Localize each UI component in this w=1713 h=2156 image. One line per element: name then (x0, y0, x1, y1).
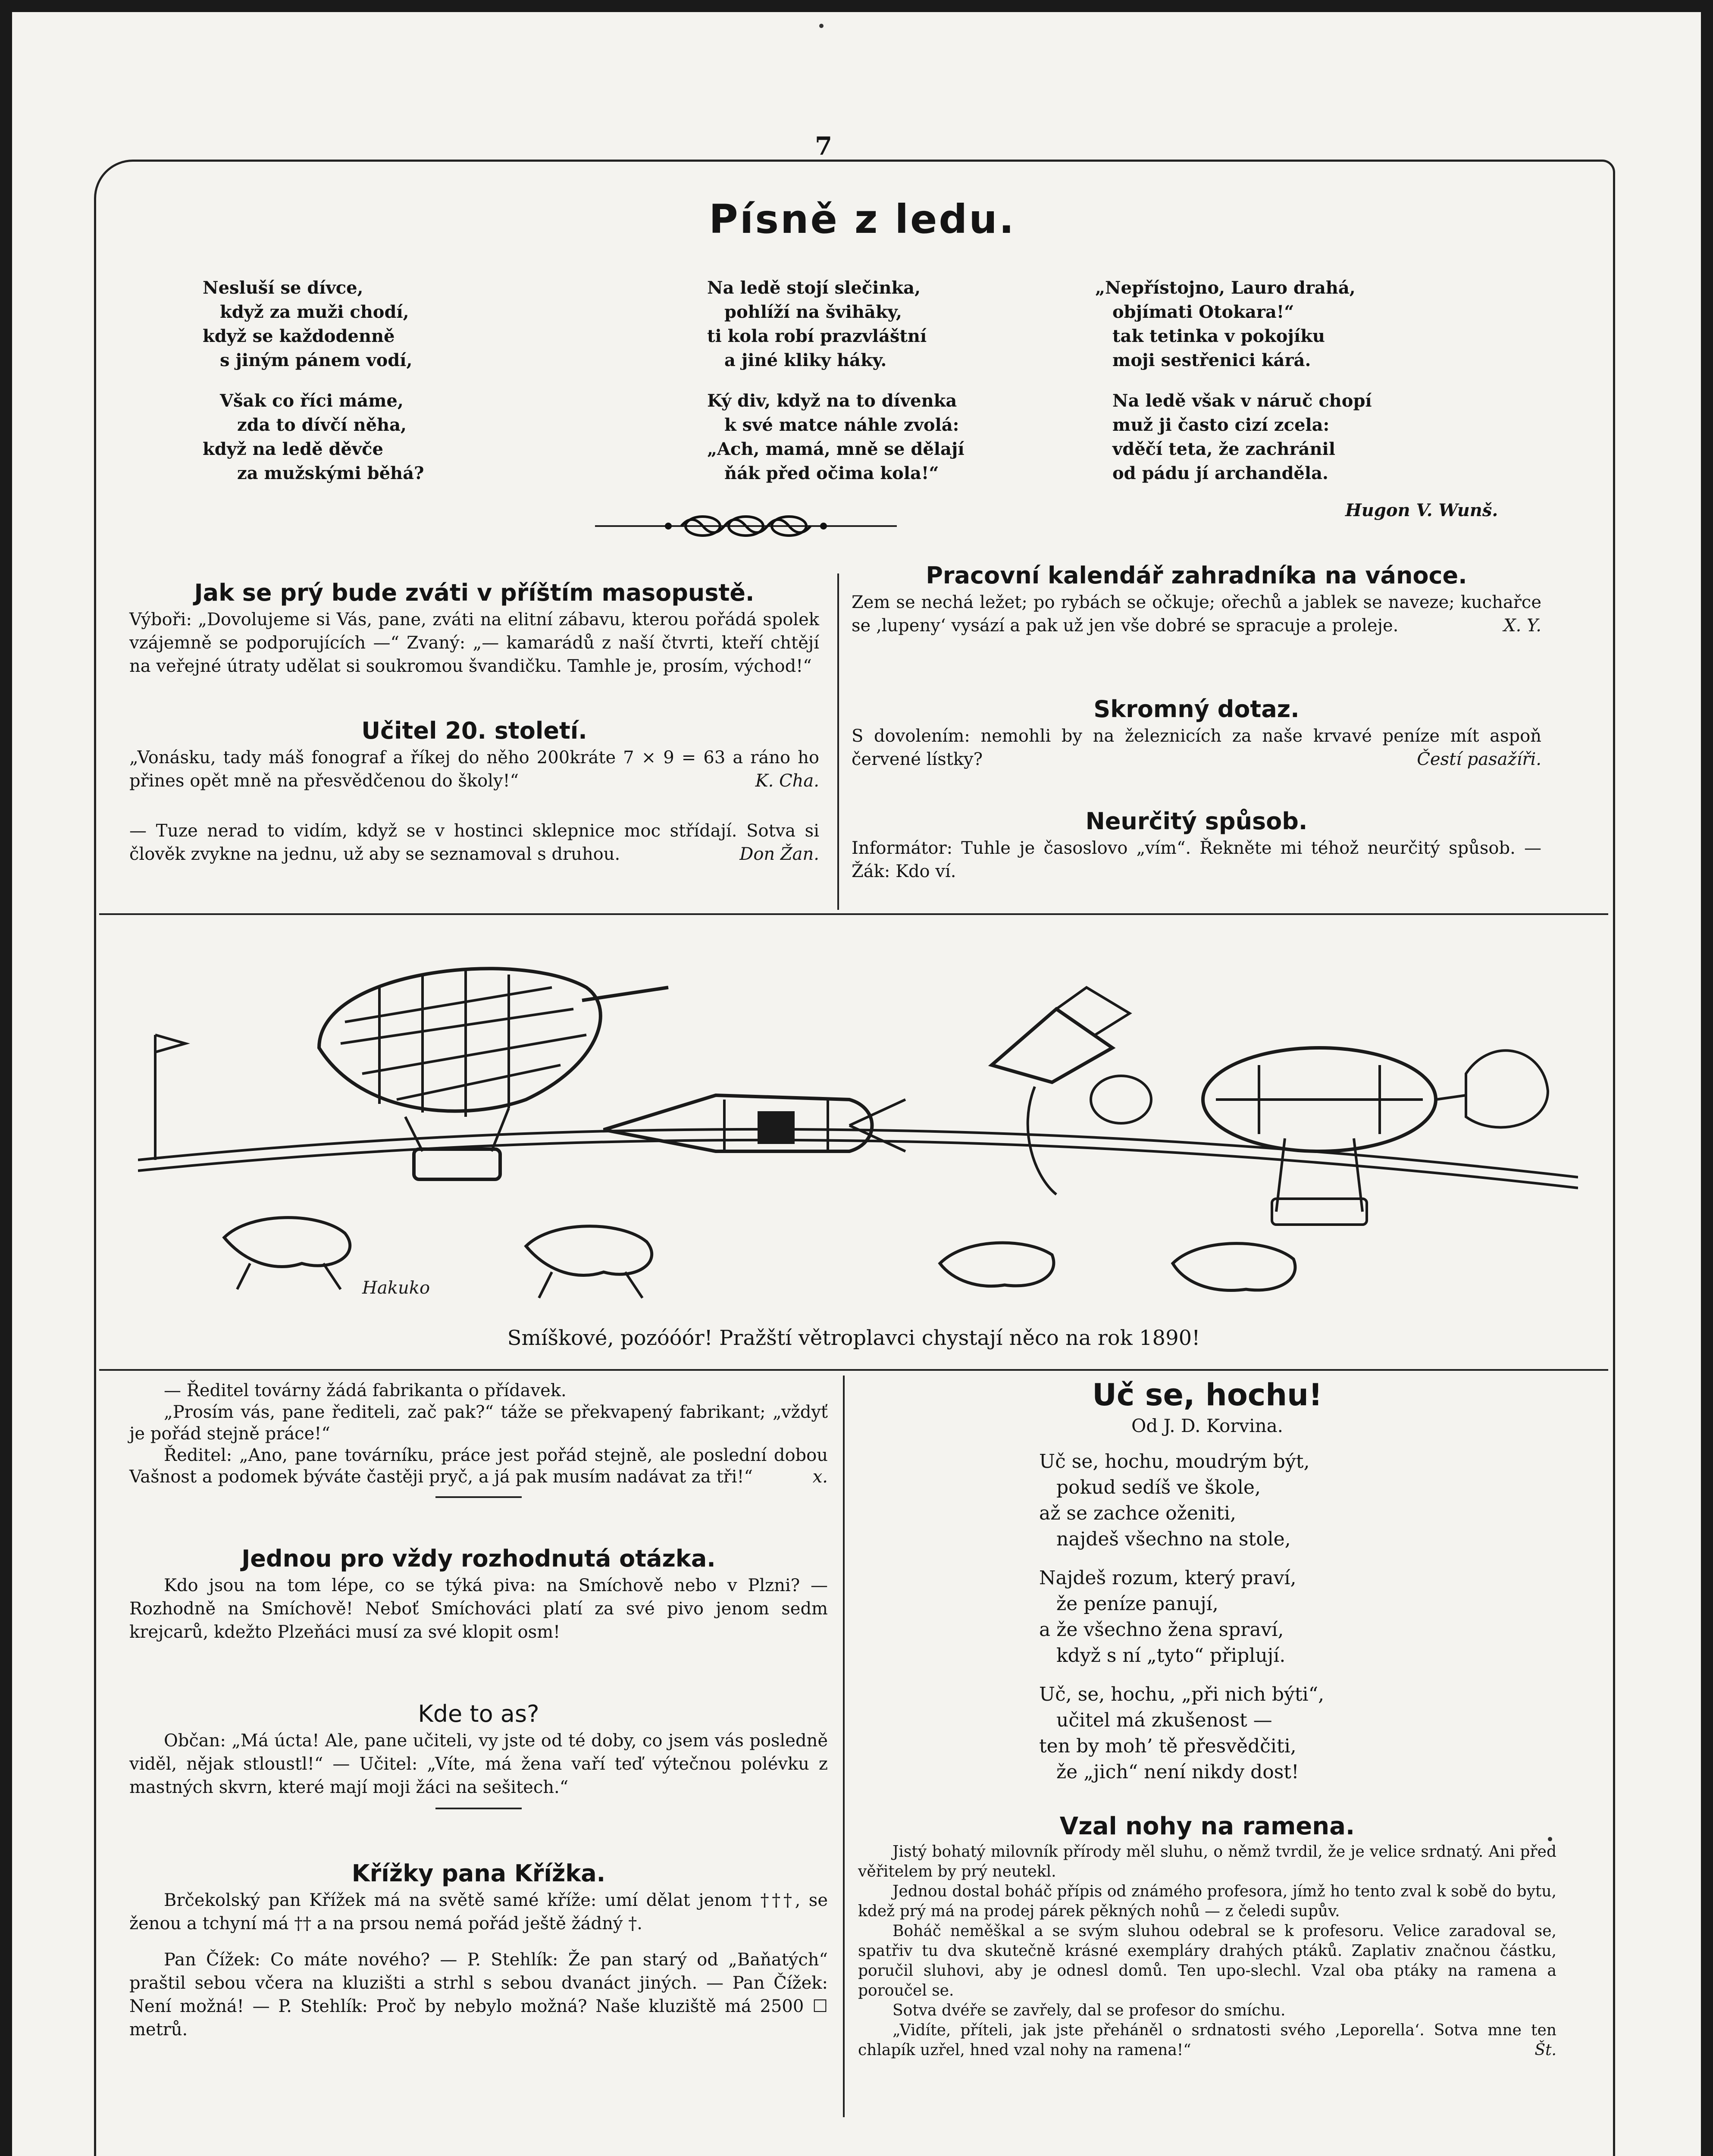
poem-line: najdeš všechno na stole, (1056, 1528, 1291, 1550)
poem-line: Na ledě však v náruč chopí (1112, 391, 1372, 411)
byline: Od J. D. Korvina. (1131, 1415, 1284, 1436)
article-heading: Jak se prý bude zváti v příštím masopustě. (194, 579, 755, 606)
article-heading: Křížky pana Křížka. (351, 1860, 606, 1887)
article-text: Výboři: „Dovolujeme si Vás, pane, zváti na elitní zábavu, kterou pořádá spolek vzájemně se podporujících —“ Zvaný: „— kamarádů z naší čtvrti, kteří chtějí na veřejné útraty udělat si soukromou švandičku. Tamhle je, prosím, východ!“ (129, 610, 819, 676)
poem-line: od pádu jí archanděla. (1112, 463, 1328, 483)
article-krizky (129, 1858, 828, 2041)
poem-line: ti kola robí prazvláštní (707, 326, 927, 346)
poem-line: za mužskými běhá? (237, 463, 424, 483)
poem-line: zda to dívčí něha, (237, 415, 407, 435)
poem-line: když se každodenně (203, 326, 395, 346)
poem-line: Uč se, hochu, moudrým být, (1039, 1451, 1310, 1473)
article-text: Občan: „Má úcta! Ale, pane učiteli, vy jste od té doby, co jsem vás posledně viděl, nějak stloustl!“ — Učitel: „Víte, má žena vaří teď výtečnou polévku z mastných skvrn, které mají moji žáci na sešitech.“ (129, 1731, 828, 1797)
article-text: Jistý bohatý milovník přírody měl sluhu, o němž tvrdil, že je velice srdnatý. Ani před věřitelem by prý neutekl. (858, 1843, 1556, 1880)
short-divider (435, 1496, 522, 1498)
poem-line: že „jich“ není nikdy dost! (1056, 1761, 1299, 1783)
poem-line: tak tetinka v pokojíku (1112, 326, 1325, 346)
article-text: „Vidíte, příteli, jak jste přeháněl o srdnatosti svého ‚Leporella‘. Sotva mne ten chlapík uzřel, hned vzal nohy na ramena!“ (858, 2021, 1556, 2059)
poem-line: pokud sedíš ve škole, (1056, 1476, 1261, 1498)
article-text: „Vonásku, tady máš fonograf a říkej do něho 200kráte 7 × 9 = 63 a ráno ho přines opět mně na přesvědčenou do školy!“ (129, 748, 819, 791)
poem-line: Na ledě stojí slečinka, (707, 278, 921, 298)
article-uc-se (858, 1376, 1556, 1438)
poem-stanza (1039, 1449, 1513, 1552)
balloon-left (319, 968, 668, 1179)
poem-line: Najdeš rozum, který praví, (1039, 1567, 1296, 1589)
ornament-divider (595, 511, 897, 541)
article-text: Brčekolský pan Křížek má na světě samé kříže: umí dělat jenom †††, se ženou a tchyní má †† a na prsou nemá pořád ještě žádný †. (129, 1890, 828, 1934)
section-divider (99, 913, 1608, 915)
poem-line: učitel má zkušenost — (1056, 1709, 1272, 1731)
article-reditel (129, 1380, 828, 1507)
article-text: Sotva dvéře se zavřely, dal se profesor do smíchu. (893, 2002, 1286, 2019)
poem-line: Uč, se, hochu, „při nich býti“, (1039, 1683, 1325, 1705)
article-neurcity (852, 806, 1541, 883)
poem-line: že peníze panují, (1056, 1593, 1218, 1615)
article-heading: Pracovní kalendář zahradníka na vánoce. (926, 562, 1467, 589)
poem-line: ten by moh’ tě přesvědčiti, (1039, 1735, 1296, 1757)
poem-line: „Nepřístojno, Lauro drahá, (1095, 278, 1356, 298)
poem-line: objímati Otokara!“ (1112, 302, 1294, 322)
poem-line: pohlíží na švihāky, (724, 302, 902, 322)
poem-line: když za muži chodí, (220, 302, 409, 322)
poem-line: Však co říci máme, (220, 391, 404, 411)
article-heading: Skromný dotaz. (1093, 696, 1300, 723)
balloon-right (1203, 1048, 1548, 1225)
poem-2 (707, 276, 1035, 502)
article-text: Pan Čížek: Co máte nového? — P. Stehlík: Že pan starý od „Baňatých“ praštil sebou včera na kluzišti a strhl s sebou dvanáct jiných. — Pan Čížek: Není možná! — P. Stehlík: Proč by nebylo možná? Naše kluziště má 2500 ☐ metrů. (129, 1950, 828, 2040)
article-line: Ředitel: „Ano, pane továrníku, práce jest pořád stejně, ale poslední dobou Vašnost a podomek býváte častěji pryč, a já pak musím nadávat za tři!“ (129, 1445, 828, 1487)
article-ucitel (129, 716, 819, 793)
signature: X. Y. (1503, 616, 1541, 636)
signature: Don Žan. (739, 844, 819, 864)
poem-3-stanza-2 (1095, 389, 1483, 486)
column-divider (837, 573, 839, 910)
article-kde (129, 1699, 828, 1818)
poem-line: s jiným pánem vodí, (220, 350, 413, 370)
illustration-caption: Smíškové, pozóóór! Pražští větroplavci chystají něco na rok 1890! (507, 1326, 1200, 1350)
article-line: „Prosím vás, pane řediteli, zač pak?“ táže se překvapený fabrikant; „vždyť je pořád stejně práce!“ (129, 1402, 828, 1444)
poem-line: a že všechno žena spraví, (1039, 1619, 1284, 1641)
balloon-rocket (604, 1095, 905, 1151)
article-vzal (858, 1811, 1556, 2060)
article-masopust (129, 578, 819, 678)
article-otazka (129, 1544, 828, 1644)
poem-uc-se (1039, 1449, 1513, 1798)
illustration-balloon-race (138, 936, 1578, 1315)
poem-2-stanza-1 (707, 276, 1035, 373)
signature: Št. (1534, 2041, 1556, 2059)
poem-line: ňák před očima kola!“ (724, 463, 939, 483)
article-text: S dovolením: nemohli by na železnicích za naše krvavé peníze mít aspoň červené lístky? (852, 726, 1541, 769)
poem-line: když na ledě děvče (203, 439, 383, 459)
article-line: — Ředitel továrny žádá fabrikanta o přídavek. (164, 1381, 567, 1401)
poem-stanza (1039, 1565, 1513, 1669)
article-heading: Kde to as? (418, 1700, 539, 1727)
article-heading: Uč se, hochu! (1092, 1377, 1322, 1413)
poem-author: Hugon V. Wunš. (1345, 500, 1498, 520)
poem-line: k své matce náhle zvolá: (724, 415, 959, 435)
article-text: Informátor: Tuhle je časoslovo „vím“. Řekněte mi téhož neurčitý spůsob. — Žák: Kdo ví. (852, 838, 1541, 881)
poem-1-stanza-2 (203, 389, 504, 486)
column-divider (843, 1376, 845, 2117)
article-text: Kdo jsou na tom lépe, co se týká piva: na Smíchově nebo v Plzni? — Rozhodně na Smíchově! Neboť Smíchováci platí za své pivo jenom sedm krejcarů, kdežto Plzeňáci musí za své klopit osm! (129, 1576, 828, 1642)
poem-line: vděčí teta, že zachránil (1112, 439, 1335, 459)
section-divider (99, 1369, 1608, 1371)
article-heading: Jednou pro vždy rozhodnutá otázka. (241, 1545, 716, 1572)
poem-1-stanza-1 (203, 276, 504, 373)
poem-line: Nesluší se dívce, (203, 278, 363, 298)
page-number: 7 (814, 132, 833, 161)
poem-line: když s ní „tyto“ připlují. (1056, 1645, 1286, 1667)
article-nerad (129, 819, 819, 866)
signature: Čestí pasažíři. (1417, 749, 1541, 769)
page-title: Písně z ledu. (709, 196, 1016, 242)
poem-line: a jiné kliky háky. (724, 350, 887, 370)
article-text: — Tuze nerad to vidím, když se v hostinci sklepnice moc střídají. Sotva si člověk zvykne na jednu, už aby se seznamoval s druhou. (129, 821, 819, 864)
poem-line: moji sestřenici kárá. (1112, 350, 1311, 370)
article-text: Jednou dostal boháč přípis od známého profesora, jímž ho tento zval k sobě do bytu, kdež prý má na prodej párek pěkných nohů — z čeledi supův. (858, 1883, 1556, 1920)
illustration-signature: Hakuko (362, 1278, 430, 1298)
poem-3-stanza-1 (1095, 276, 1483, 373)
poem-3 (1095, 276, 1483, 502)
poem-1 (203, 276, 504, 502)
flag-pole (155, 1035, 185, 1160)
poem-line: muž ji často cizí zcela: (1112, 415, 1330, 435)
article-text: Zem se nechá ležet; po rybách se očkuje; ořechů a jablek se naveze; kuchařce se ‚lupeny‘ vysází a pak už jen vše dobré se spracuje a proleje. (852, 592, 1541, 636)
article-heading: Neurčitý spůsob. (1085, 808, 1308, 835)
short-divider (435, 1808, 522, 1809)
article-heading: Učitel 20. století. (361, 717, 587, 744)
poem-2-stanza-2 (707, 389, 1035, 486)
poem-line: až se zachce oženiti, (1039, 1502, 1236, 1524)
signature: x. (812, 1467, 828, 1487)
article-kalendar (852, 561, 1541, 637)
balloon-bird (992, 987, 1151, 1194)
signature: K. Cha. (755, 771, 819, 791)
article-text: Boháč neměškal a se svým sluhou odebral se k profesoru. Velice zaradoval se, spatřiv tu dva skutečně krásné exempláry drahých ptáků. Zaplativ značnou částku, poručil sluhovi, aby je odnesl domů. Ten upo-slechl. Vzal oba ptáky na ramena a poroučel se. (858, 1922, 1556, 1999)
article-skromny (852, 694, 1541, 771)
article-heading: Vzal nohy na ramena. (1059, 1812, 1355, 1840)
poem-line: „Ach, mamá, mně se dělají (707, 439, 965, 459)
poem-line: Ký div, když na to dívenka (707, 391, 957, 411)
poem-stanza (1039, 1682, 1513, 1785)
scan-speck (819, 24, 824, 28)
